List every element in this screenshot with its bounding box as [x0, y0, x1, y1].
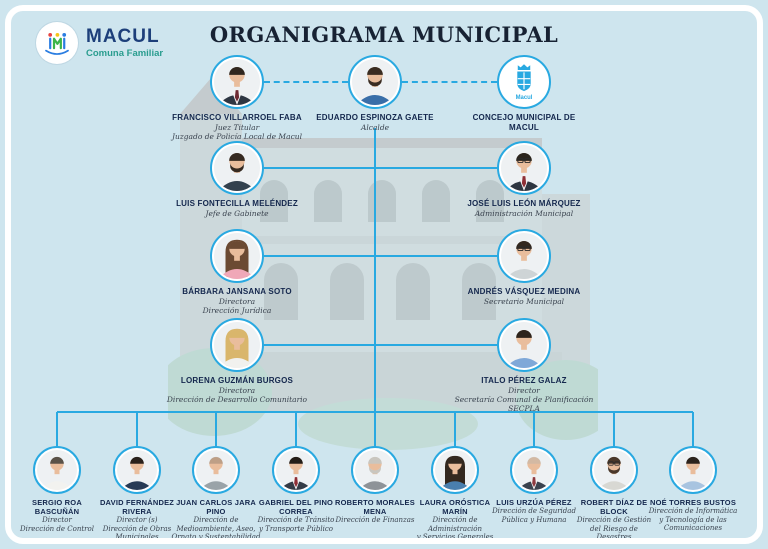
person-role: Dirección de Informática [648, 507, 738, 515]
person-role: Municipales [115, 533, 159, 542]
person-name: ROBERTO MORALES MENA [335, 498, 415, 516]
person-name: JOSÉ LUIS LEÓN MÁRQUEZ [467, 199, 581, 208]
person-role: y Servicios Generales [416, 533, 494, 542]
person-name: CONCEJO MUNICIPAL DE MACUL [472, 113, 576, 132]
person-role: Dirección de Desarrollo Comunitario [166, 394, 308, 404]
person-photo [210, 318, 264, 372]
person-role: y Tecnología de las [659, 515, 727, 524]
org-node-guzman [137, 318, 337, 404]
connector-line [533, 412, 535, 447]
person-photo [33, 446, 81, 494]
org-node-roa [14, 446, 100, 533]
person-photo [590, 446, 638, 494]
person-photo [348, 55, 402, 109]
person-photo [210, 141, 264, 195]
person-name: LUIS URZÚA PÉREZ [496, 498, 572, 507]
person-name: JUAN CARLOS JARA PINO [176, 498, 256, 516]
org-node-torres [640, 446, 746, 533]
logo-tagline: Comuna Familiar [86, 48, 164, 59]
person-name: ROBERT DÍAZ DE BLOCK [580, 498, 648, 516]
connector-line [374, 128, 376, 412]
person-role: Dirección de Control [20, 524, 94, 533]
person-role: del Riesgo de Desastres [590, 524, 638, 542]
person-name: DAVID FERNÁNDEZ RIVERA [99, 498, 175, 516]
person-role: Directora [218, 385, 256, 395]
person-role: Director (s) [116, 516, 158, 524]
connector-line [215, 412, 217, 447]
person-role: Dirección de [432, 516, 478, 524]
person-role: Administración Municipal [474, 208, 574, 218]
person-photo [113, 446, 161, 494]
person-role: Pública y Humana [501, 515, 567, 524]
person-role: Dirección de Tránsito [257, 516, 335, 524]
person-role: Director [42, 516, 72, 524]
person-role: Ornato y Sustentabilidad [171, 533, 261, 542]
org-node-concejo [464, 55, 584, 132]
person-role: Comunicaciones [663, 524, 723, 533]
person-role: y Transporte Público [258, 524, 333, 533]
macul-crest-icon [497, 55, 551, 109]
person-name: EDUARDO ESPINOZA GAETE [316, 113, 434, 122]
person-role: Juez Titular [214, 122, 260, 132]
person-photo [510, 446, 558, 494]
person-role: Administración [428, 524, 482, 533]
person-photo [669, 446, 717, 494]
person-photo [210, 229, 264, 283]
person-role: Secretario Municipal [483, 296, 565, 306]
person-role: Dirección de [193, 516, 239, 524]
org-node-leon [434, 141, 614, 218]
person-photo [497, 229, 551, 283]
person-role: Medioambiente, Aseo, [176, 524, 256, 533]
person-role: Secretaría Comunal de Planificación [454, 394, 594, 404]
person-role: Dirección de Gestión [576, 516, 652, 524]
org-node-espinoza [290, 55, 460, 132]
person-role: Dirección Jurídica [202, 305, 272, 315]
person-photo [431, 446, 479, 494]
person-name: LORENA GUZMÁN BURGOS [180, 376, 294, 385]
logo-wordmark: MACUL [86, 26, 160, 47]
person-name: FRANCISCO VILLARROEL FABA [172, 113, 302, 122]
person-role: Jefe de Gabinete [205, 208, 269, 218]
person-name: ITALO PÉREZ GALAZ [481, 376, 567, 385]
person-role: SECPLA [508, 404, 540, 414]
person-name: GABRIEL DEL PINO CORREA [258, 498, 334, 516]
person-role: Dirección de Seguridad [492, 507, 576, 515]
person-role: Juzgado de Policía Local de Macul [171, 131, 303, 141]
connector-line [295, 412, 297, 447]
connector-line [692, 412, 694, 447]
connector-line [454, 412, 456, 447]
connector-line [613, 412, 615, 447]
connector-line [374, 412, 376, 447]
person-photo [351, 446, 399, 494]
org-node-urzua [485, 446, 583, 524]
page-title: ORGANIGRAMA MUNICIPAL [209, 22, 559, 47]
person-role: Alcalde [360, 122, 390, 132]
person-name: LAURA ORÓSTICA MARÍN [419, 498, 491, 516]
org-node-perez [429, 318, 619, 414]
person-name: LUIS FONTECILLA MELÉNDEZ [176, 199, 298, 208]
person-role: Director [508, 385, 540, 395]
person-name: NOÉ TORRES BUSTOS [649, 498, 737, 507]
person-photo [497, 318, 551, 372]
macul-logo-icon [36, 22, 78, 64]
svg-text:Macul: Macul [515, 94, 533, 101]
person-name: SERGIO ROA BASCUÑÁN [32, 498, 82, 516]
person-photo [497, 141, 551, 195]
org-node-jansana [147, 229, 327, 315]
person-photo [192, 446, 240, 494]
connector-line [56, 412, 58, 447]
macul-logo [36, 22, 163, 64]
org-node-fontecilla [147, 141, 327, 218]
connector-line [136, 412, 138, 447]
person-role: Directora [218, 296, 256, 306]
person-name: BÁRBARA JANSANA SOTO [182, 287, 292, 296]
person-photo [272, 446, 320, 494]
person-role: Dirección de Finanzas [335, 516, 415, 524]
person-name: ANDRÉS VÁSQUEZ MEDINA [467, 287, 581, 296]
org-node-vasquez [434, 229, 614, 306]
person-photo [210, 55, 264, 109]
person-role: Dirección de Obras [102, 524, 172, 533]
